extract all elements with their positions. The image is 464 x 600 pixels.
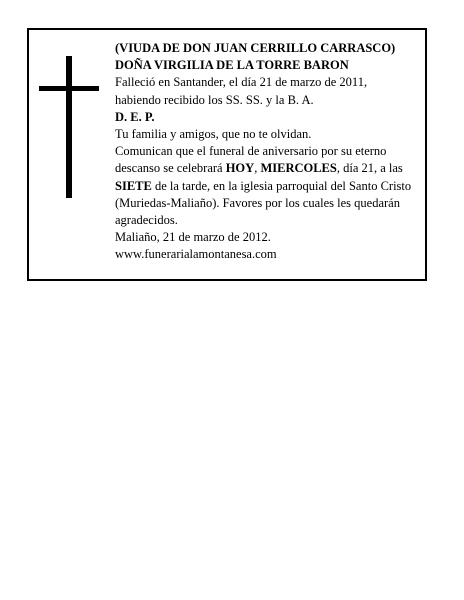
funeral-text-part3: de la tarde, en la iglesia parroquial del Santo Cristo (Muriedas-Maliaño). Favores por los cuales les quedarán agradecidos.	[115, 178, 412, 228]
obituary-notice	[27, 28, 427, 281]
death-announcement-line1: Falleció en Santander, el día 21 de marzo de 2011,	[115, 75, 368, 90]
notice-header-name: DOÑA VIRGILIA DE LA TORRE BARON	[115, 58, 349, 73]
cross-horizontal-bar	[39, 86, 99, 91]
funeral-text-separator: ,	[254, 161, 261, 176]
death-announcement-line2: habiendo recibido los SS. SS. y la B. A.	[115, 92, 314, 107]
funeral-text-part1: Comunican que el funeral de aniversario por su eterno descanso se celebrará	[115, 144, 387, 176]
latin-cross-icon	[39, 56, 99, 198]
notice-text	[115, 40, 421, 264]
funeral-weekday: MIERCOLES	[260, 161, 337, 176]
funeral-day-today: HOY	[225, 161, 255, 176]
place-and-date: Maliaño, 21 de marzo de 2012.	[115, 230, 271, 245]
notice-header-widow: (VIUDA DE DON JUAN CERRILLO CARRASCO)	[115, 41, 396, 55]
funeral-text-part2: , día 21, a las	[336, 161, 403, 176]
funeral-home-website: www.funerarialamontanesa.com	[115, 247, 277, 262]
cross-vertical-bar	[66, 56, 72, 198]
family-message: Tu familia y amigos, que no te olvidan.	[115, 127, 312, 142]
rip-abbreviation: D. E. P.	[115, 109, 155, 124]
funeral-hour: SIETE	[115, 178, 152, 193]
funeral-announcement	[115, 143, 421, 229]
